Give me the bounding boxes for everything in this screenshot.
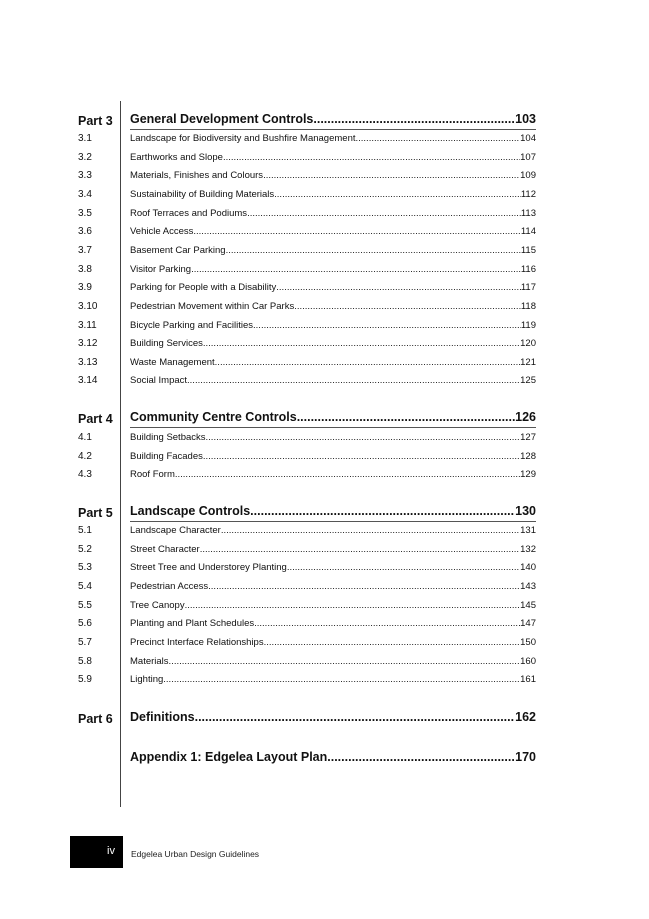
item-page-number: 140 [520, 562, 536, 574]
item-entry[interactable] [130, 301, 536, 312]
item-entry[interactable] [130, 656, 536, 667]
part-title: Community Centre Controls [130, 410, 297, 424]
item-number: 5.2 [78, 543, 92, 555]
footer-title: Edgelea Urban Design Guidelines [131, 849, 260, 859]
item-title: Building Facades [130, 450, 203, 462]
item-title: Roof Form [130, 469, 175, 481]
dot-leader [203, 338, 520, 349]
item-page-number: 119 [520, 319, 536, 331]
item-entry[interactable] [130, 338, 536, 349]
item-entry[interactable] [130, 544, 536, 555]
item-page-number: 118 [520, 300, 536, 312]
item-page-number: 104 [520, 133, 536, 144]
dot-leader [195, 710, 516, 724]
dot-leader [223, 152, 520, 163]
part-title: Appendix 1: Edgelea Layout Plan [130, 750, 328, 764]
item-number: 5.8 [78, 655, 92, 667]
dot-leader [287, 562, 520, 573]
item-entry[interactable] [130, 600, 536, 611]
item-number: 3.11 [78, 319, 97, 331]
dot-leader [250, 504, 515, 518]
dot-leader [191, 264, 521, 275]
item-page-number: 150 [520, 636, 536, 648]
dot-leader [247, 208, 521, 219]
item-title: Landscape for Biodiversity and Bushfire Management [130, 133, 356, 144]
item-entry[interactable] [130, 451, 536, 462]
part-entry[interactable] [130, 710, 536, 724]
item-entry[interactable] [130, 581, 536, 592]
part-page-number: 126 [515, 410, 536, 424]
item-title: Landscape Character [130, 525, 221, 536]
dot-leader [276, 282, 521, 293]
item-number: 3.3 [78, 170, 92, 182]
part-number: Part 5 [78, 506, 113, 520]
item-title: Building Setbacks [130, 432, 206, 443]
item-title: Street Tree and Understorey Planting [130, 562, 287, 574]
item-title: Earthworks and Slope [130, 151, 223, 163]
dot-leader [208, 581, 520, 592]
item-entry[interactable] [130, 525, 536, 536]
item-title: Sustainability of Building Materials [130, 188, 275, 200]
item-title: Tree Canopy [130, 599, 185, 611]
item-number: 3.6 [78, 226, 92, 238]
item-page-number: 160 [520, 655, 536, 667]
item-number: 3.14 [78, 375, 98, 387]
item-page-number: 125 [520, 375, 536, 387]
dot-leader [294, 301, 521, 312]
item-number: 5.1 [78, 525, 92, 536]
item-page-number: 145 [520, 599, 536, 611]
item-page-number: 161 [520, 674, 536, 686]
item-page-number: 132 [520, 543, 536, 555]
toc-divider-line [120, 101, 121, 807]
item-number: 5.3 [78, 562, 92, 574]
item-title: Parking for People with a Disability [130, 282, 277, 294]
part-title: Landscape Controls [130, 504, 251, 518]
dot-leader [175, 469, 520, 480]
item-entry[interactable] [130, 357, 536, 368]
item-title: Vehicle Access [130, 226, 194, 238]
item-number: 3.8 [78, 263, 92, 275]
item-entry[interactable] [130, 282, 536, 293]
item-entry[interactable] [130, 208, 536, 219]
item-page-number: 109 [520, 170, 536, 182]
item-number: 3.10 [78, 300, 98, 312]
dot-leader [200, 544, 520, 555]
item-title: Lighting [130, 674, 164, 686]
item-page-number: 107 [520, 151, 536, 163]
dot-leader [253, 320, 521, 331]
dot-leader [274, 189, 521, 200]
item-entry[interactable] [130, 637, 536, 648]
item-entry[interactable] [130, 133, 536, 144]
part-page-number: 130 [515, 504, 536, 518]
item-number: 3.2 [78, 151, 92, 163]
item-title: Materials, Finishes and Colours [130, 170, 264, 182]
dot-leader [163, 674, 520, 685]
dot-leader [215, 357, 520, 368]
item-title: Planting and Plant Schedules [130, 618, 255, 630]
item-page-number: 143 [520, 580, 536, 592]
item-page-number: 128 [520, 450, 536, 462]
part-title: Definitions [130, 710, 195, 724]
item-page-number: 147 [520, 618, 536, 630]
item-page-number: 129 [520, 469, 536, 481]
item-number: 5.6 [78, 618, 92, 630]
item-entry[interactable] [130, 432, 536, 443]
item-page-number: 127 [520, 432, 536, 443]
item-entry[interactable] [130, 562, 536, 573]
item-number: 3.13 [78, 356, 98, 368]
part-number: Part 6 [78, 712, 113, 726]
dot-leader [313, 112, 515, 126]
dot-leader [254, 618, 520, 629]
item-entry[interactable] [130, 245, 536, 256]
dot-leader [226, 245, 521, 256]
dot-leader [206, 432, 521, 443]
item-page-number: 120 [520, 338, 536, 350]
dot-leader [185, 600, 521, 611]
part-page-number: 162 [515, 710, 536, 724]
item-title: Building Services [130, 338, 203, 350]
dot-leader [187, 375, 520, 386]
item-number: 4.1 [78, 432, 92, 443]
part-entry[interactable] [130, 410, 536, 424]
part-underline [130, 427, 536, 428]
item-title: Basement Car Parking [130, 244, 226, 256]
part-underline [130, 521, 536, 522]
part-title: General Development Controls [130, 112, 314, 126]
dot-leader [263, 170, 520, 181]
item-number: 4.2 [78, 450, 92, 462]
item-entry[interactable] [130, 226, 536, 237]
item-title: Pedestrian Access [130, 580, 209, 592]
part-entry[interactable] [130, 112, 536, 126]
item-number: 3.4 [78, 188, 92, 200]
item-entry[interactable] [130, 189, 536, 200]
part-number: Part 4 [78, 412, 113, 426]
item-title: Waste Management [130, 356, 215, 368]
item-number: 3.7 [78, 244, 92, 256]
dot-leader [356, 133, 521, 144]
dot-leader [264, 637, 521, 648]
item-page-number: 121 [520, 356, 536, 368]
item-title: Pedestrian Movement within Car Parks [130, 300, 295, 312]
item-entry[interactable] [130, 264, 536, 275]
part-page-number: 103 [515, 112, 536, 126]
item-entry[interactable] [130, 170, 536, 181]
item-entry[interactable] [130, 375, 536, 386]
item-number: 3.9 [78, 282, 92, 294]
item-number: 3.5 [78, 207, 92, 219]
part-entry[interactable] [130, 504, 536, 518]
part-underline [130, 129, 536, 130]
item-title: Precinct Interface Relationships [130, 636, 264, 648]
item-entry[interactable] [130, 152, 536, 163]
item-number: 5.4 [78, 580, 92, 592]
dot-leader [327, 750, 515, 764]
dot-leader [221, 525, 520, 536]
item-number: 4.3 [78, 469, 92, 481]
item-page-number: 117 [520, 282, 536, 294]
item-page-number: 131 [520, 525, 536, 536]
item-page-number: 113 [520, 207, 536, 219]
item-number: 5.5 [78, 599, 92, 611]
item-entry[interactable] [130, 618, 536, 629]
part-number: Part 3 [78, 114, 113, 128]
item-title: Street Character [130, 543, 200, 555]
page-number: iv [107, 845, 115, 857]
item-title: Social Impact [130, 375, 188, 387]
dot-leader [297, 410, 515, 424]
part-entry[interactable] [130, 750, 536, 764]
item-page-number: 116 [520, 263, 536, 275]
item-number: 5.7 [78, 636, 92, 648]
dot-leader [193, 226, 520, 237]
item-title: Bicycle Parking and Facilities [130, 319, 254, 331]
item-entry[interactable] [130, 674, 536, 685]
page-number-box [70, 836, 123, 868]
item-entry[interactable] [130, 320, 536, 331]
dot-leader [169, 656, 521, 667]
part-page-number: 170 [515, 750, 536, 764]
item-entry[interactable] [130, 469, 536, 480]
item-title: Materials [130, 655, 169, 667]
item-title: Roof Terraces and Podiums [130, 207, 248, 219]
item-number: 5.9 [78, 674, 92, 686]
item-number: 3.1 [78, 133, 92, 144]
item-number: 3.12 [78, 338, 98, 350]
item-title: Visitor Parking [130, 263, 192, 275]
item-page-number: 115 [520, 244, 536, 256]
dot-leader [203, 451, 520, 462]
item-page-number: 114 [520, 226, 536, 238]
item-page-number: 112 [520, 188, 536, 200]
